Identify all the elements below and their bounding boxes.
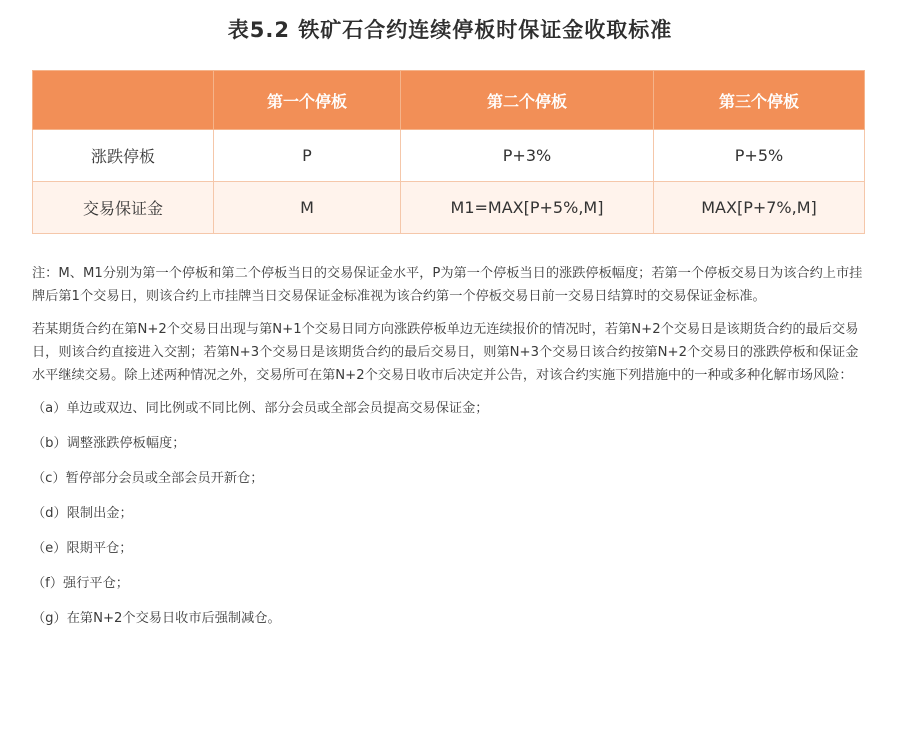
table-header-cell: 第三个停板 (654, 71, 865, 130)
table-row-label: 涨跌停板 (33, 130, 214, 182)
note-paragraph: 注：M、M1分别为第一个停板和第二个停板当日的交易保证金水平，P为第一个停板当日的涨跌停板幅度；若第一个停板交易日为该合约上市挂牌后第1个交易日，则该合约上市挂牌当日交易保证金标准视为该合约第一个停板交易日前一交易日结算时的交易保证金标准。 (32, 266, 863, 304)
list-item: （b）调整涨跌停板幅度； (32, 436, 186, 451)
table-cell: M1=MAX[P+5%,M] (401, 182, 654, 234)
table-row (33, 130, 865, 182)
list-item: （g）在第N+2个交易日收市后强制减仓。 (32, 611, 281, 626)
table-cell: MAX[P+7%,M] (654, 182, 865, 234)
table-header-row (33, 71, 865, 130)
table-row-label: 交易保证金 (33, 182, 214, 234)
table-header-cell: 第一个停板 (214, 71, 401, 130)
table-cell: P (214, 130, 401, 182)
list-item: （d）限制出金； (32, 506, 133, 521)
margin-standard-table (32, 70, 865, 234)
list-item: （c）暂停部分会员或全部会员开新仓； (32, 471, 264, 486)
table-header-cell (33, 71, 214, 130)
list-item: （f）强行平仓； (32, 576, 129, 591)
table-cell: P+5% (654, 130, 865, 182)
list-item: （e）限期平仓； (32, 541, 133, 556)
notes-section (32, 262, 870, 642)
table-cell: P+3% (401, 130, 654, 182)
note-paragraph: 若某期货合约在第N+2个交易日出现与第N+1个交易日同方向涨跌停板单边无连续报价的情况时，若第N+2个交易日是该期货合约的最后交易日，则该合约直接进入交割；若第N+3个交易日是该期货合约的最后交易日，则第N+3个交易日该合约按第N+2个交易日的涨跌停板和保证金水平继续交易。除上述两种情况之外，交易所可在第N+2个交易日收市后决定并公告，对该合约实施下列措施中的一种或多种化解市场风险： (32, 322, 859, 383)
table-cell: M (214, 182, 401, 234)
table-header-cell: 第二个停板 (401, 71, 654, 130)
list-item: （a）单边或双边、同比例或不同比例、部分会员或全部会员提高交易保证金； (32, 401, 489, 416)
table-row (33, 182, 865, 234)
page-title: 表5.2 铁矿石合约连续停板时保证金收取标准 (227, 18, 673, 42)
